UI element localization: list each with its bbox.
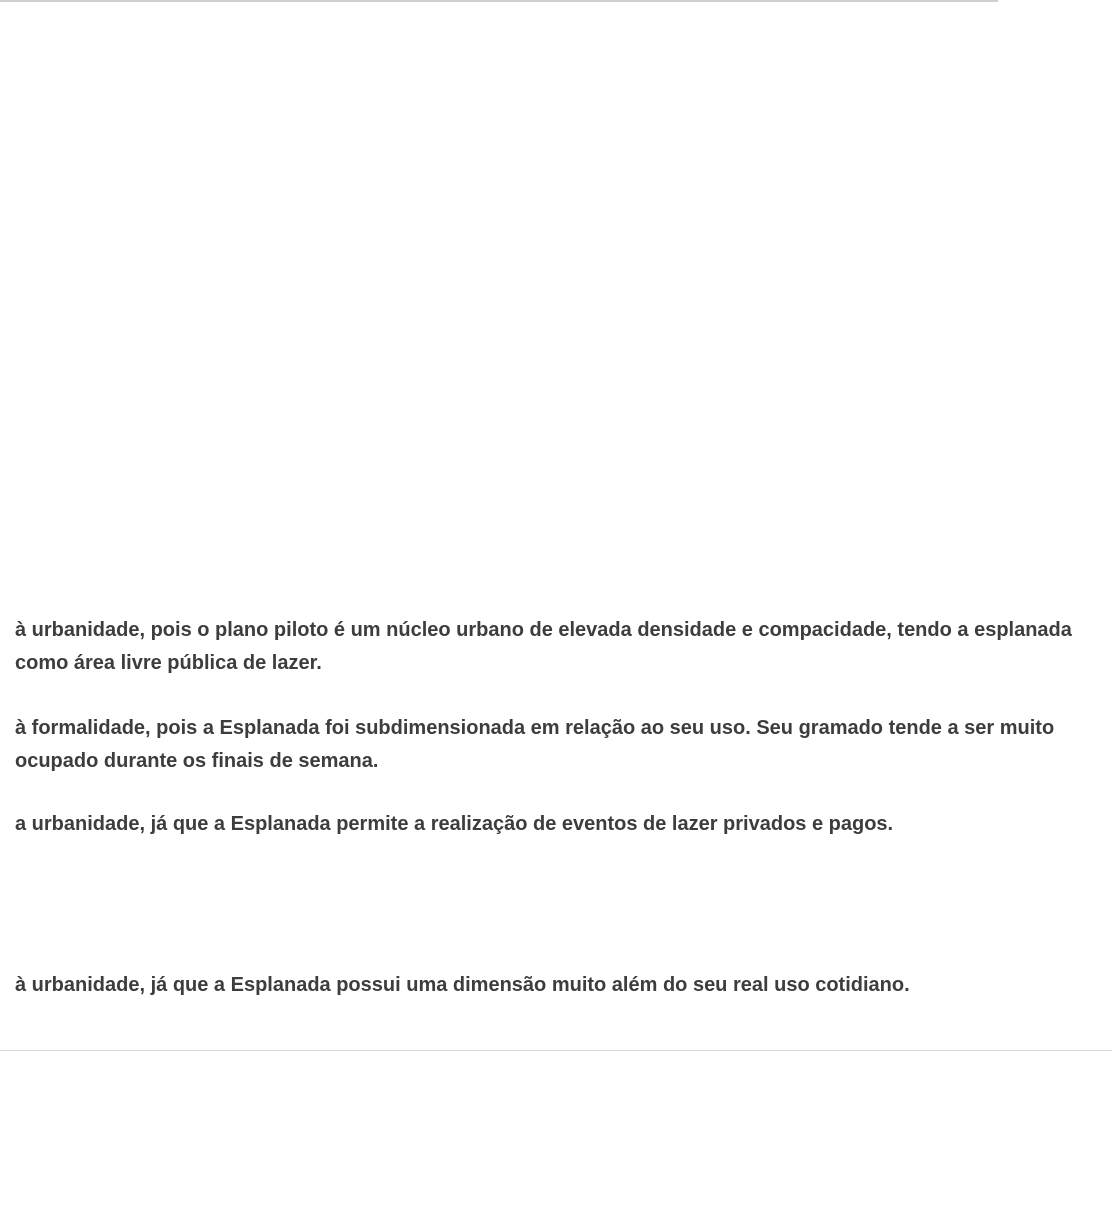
answer-option-4[interactable]: à urbanidade, já que a Esplanada possui uma dimensão muito além do seu real uso cotidiano.: [15, 974, 910, 996]
answer-option-1[interactable]: à urbanidade, pois o plano piloto é um núcleo urbano de elevada densidade e compacidade, tendo a esplanada como área livre pública de lazer.: [15, 619, 1072, 674]
answer-option-2[interactable]: à formalidade, pois a Esplanada foi subdimensionada em relação ao seu uso. Seu gramado tende a ser muito ocupado durante os finais de semana.: [15, 717, 1055, 772]
top-divider: [0, 0, 998, 2]
answer-options-list: [15, 614, 1075, 1002]
bottom-divider: [0, 1050, 1112, 1051]
answer-option-3[interactable]: a urbanidade, já que a Esplanada permite a realização de eventos de lazer privados e pagos.: [15, 813, 894, 835]
